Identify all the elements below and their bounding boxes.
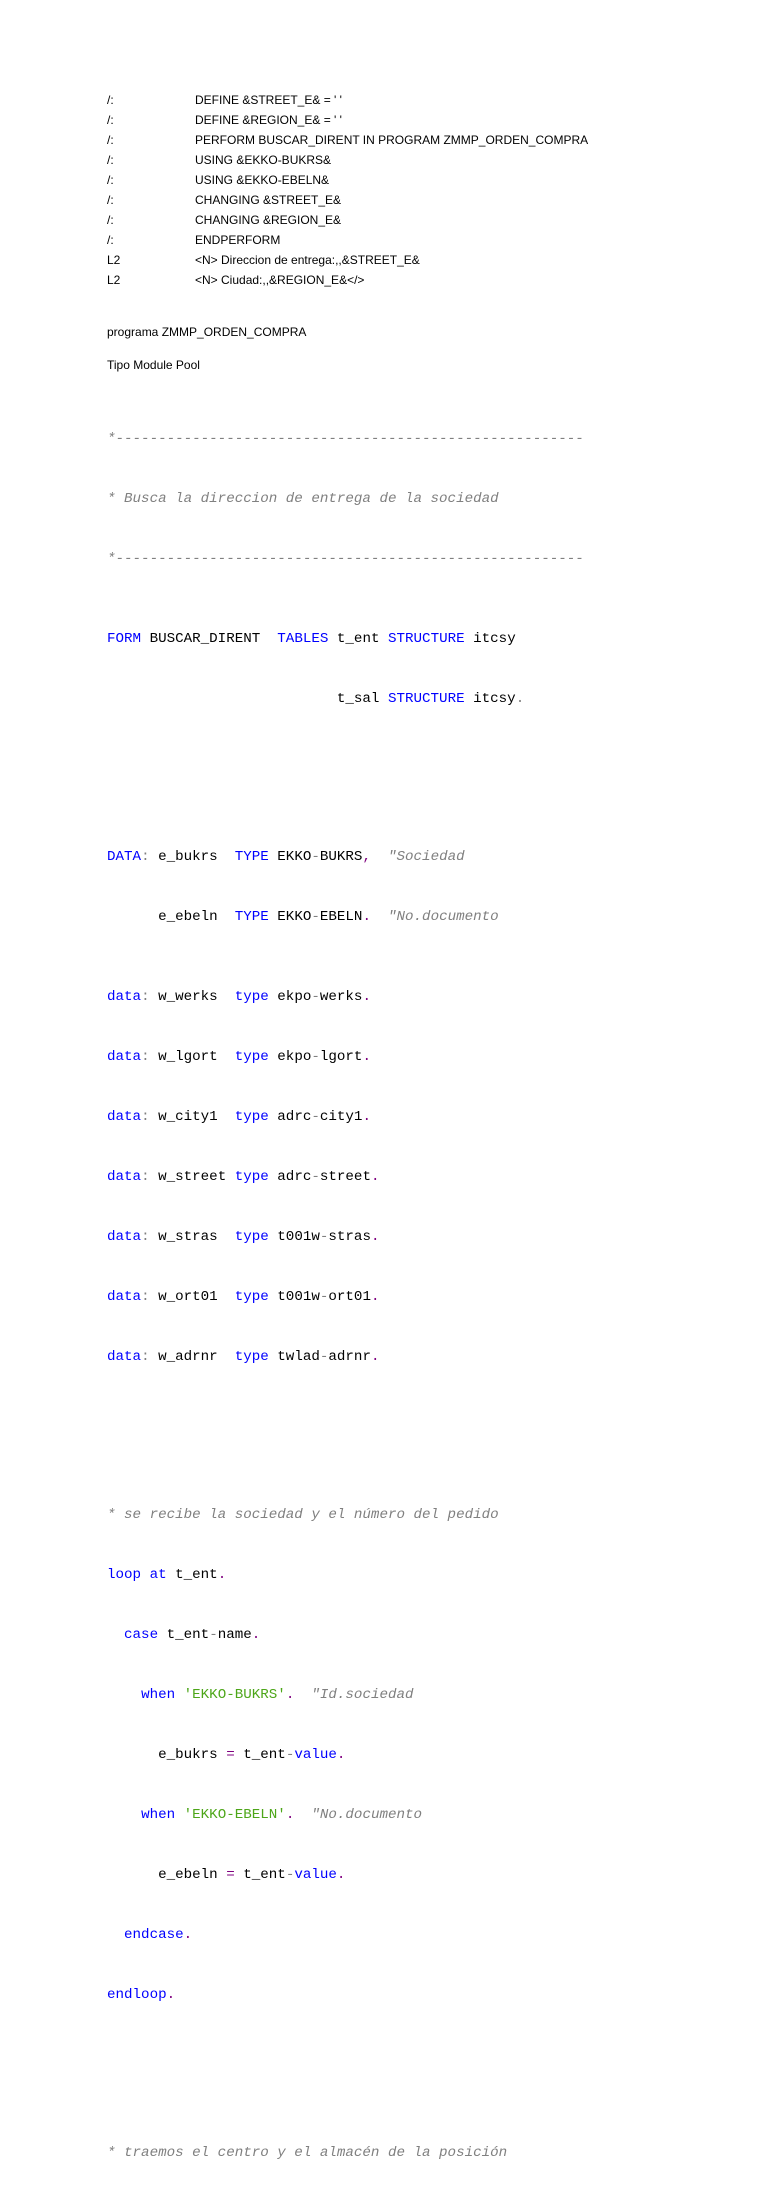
indent	[175, 1687, 184, 1703]
keyword: DATA	[107, 849, 142, 865]
keyword: data	[107, 1109, 142, 1125]
identifier: t_ent	[328, 631, 388, 647]
punctuation: .	[217, 1567, 227, 1583]
declaration-line	[107, 1107, 584, 1127]
punctuation: :	[141, 1349, 150, 1365]
identifier: w_street	[149, 1169, 235, 1185]
identifier: w_ort01	[149, 1289, 235, 1305]
format-column: /:	[107, 213, 114, 227]
punctuation: -	[319, 1349, 329, 1365]
string-literal: 'EKKO-EBELN'	[183, 1807, 286, 1823]
punctuation: -	[319, 1229, 329, 1245]
command-column: CHANGING &STREET_E&	[195, 193, 342, 207]
keyword: data	[107, 1229, 142, 1245]
identifier: e_ebeln	[107, 909, 235, 925]
identifier: w_lgort	[149, 1049, 235, 1065]
separator-line: *-------------------------------------------------------	[107, 551, 584, 567]
command-column: USING &EKKO-BUKRS&	[195, 153, 332, 167]
identifier: werks	[319, 989, 363, 1005]
operator: =	[226, 1867, 235, 1883]
identifier: t_ent	[158, 1627, 210, 1643]
identifier: adrc	[268, 1169, 312, 1185]
keyword: type	[234, 1049, 269, 1065]
code-comment: "Id.sociedad	[294, 1687, 414, 1703]
punctuation: .	[362, 1109, 371, 1125]
endloop-line	[107, 1985, 584, 2005]
punctuation: :	[141, 849, 150, 865]
code-comment: * Busca la direccion de entrega de la sociedad	[107, 491, 499, 507]
keyword: loop at	[107, 1567, 167, 1583]
identifier: BUKRS	[319, 849, 363, 865]
keyword: FORM	[107, 631, 142, 647]
identifier: e_bukrs	[107, 1747, 227, 1763]
punctuation: :	[141, 1169, 150, 1185]
punctuation: :	[141, 1109, 150, 1125]
identifier: twlad	[268, 1349, 320, 1365]
format-column: /:	[107, 113, 114, 127]
identifier: t_ent	[166, 1567, 218, 1583]
punctuation: -	[285, 1867, 295, 1883]
separator-line: *-------------------------------------------------------	[107, 431, 584, 447]
operator: =	[226, 1747, 235, 1763]
command-column: <N> Direccion de entrega:,,&STREET_E&	[195, 253, 420, 267]
identifier: EKKO	[268, 909, 312, 925]
identifier: w_adrnr	[149, 1349, 235, 1365]
identifier: adrnr	[328, 1349, 371, 1365]
keyword: value	[294, 1867, 337, 1883]
keyword: data	[107, 1169, 142, 1185]
identifier: lgort	[319, 1049, 363, 1065]
punctuation: -	[209, 1627, 218, 1643]
identifier: w_stras	[149, 1229, 235, 1245]
identifier: t001w	[268, 1229, 320, 1245]
code-comment: * se recibe la sociedad y el número del pedido	[107, 1507, 499, 1523]
keyword: when	[141, 1807, 176, 1823]
indent	[107, 1807, 141, 1823]
keyword: STRUCTURE	[388, 631, 465, 647]
keyword: TABLES	[277, 631, 329, 647]
indent	[107, 1927, 124, 1943]
command-column: PERFORM BUSCAR_DIRENT IN PROGRAM ZMMP_ORDEN_COMPRA	[195, 133, 589, 147]
punctuation: .	[285, 1687, 295, 1703]
command-column: DEFINE &REGION_E& = ' '	[195, 113, 342, 127]
punctuation: .	[370, 1229, 380, 1245]
punctuation: .	[370, 1349, 380, 1365]
keyword: data	[107, 989, 142, 1005]
identifier: city1	[319, 1109, 363, 1125]
when-line	[107, 1685, 584, 1705]
format-column: L2	[107, 273, 121, 287]
punctuation: .	[362, 1049, 371, 1065]
keyword: TYPE	[234, 909, 269, 925]
identifier: t001w	[268, 1289, 320, 1305]
indent	[107, 1687, 141, 1703]
punctuation: :	[141, 1229, 150, 1245]
identifier: EBELN	[319, 909, 363, 925]
identifier: itcsy	[464, 631, 516, 647]
assignment-line	[107, 1865, 584, 1885]
punctuation: .	[336, 1747, 346, 1763]
keyword: data	[107, 1349, 142, 1365]
string-literal: 'EKKO-BUKRS'	[183, 1687, 286, 1703]
keyword: endcase	[124, 1927, 184, 1943]
identifier: name	[217, 1627, 252, 1643]
form-definition-line	[107, 629, 584, 649]
punctuation: .	[166, 1987, 176, 2003]
declaration-line	[107, 1287, 584, 1307]
command-column: DEFINE &STREET_E& = ' '	[195, 93, 342, 107]
code-comment: "No.documento	[370, 909, 499, 925]
when-line	[107, 1805, 584, 1825]
identifier: e_ebeln	[107, 1867, 227, 1883]
identifier: ekpo	[268, 989, 312, 1005]
punctuation: .	[370, 1169, 380, 1185]
punctuation: -	[319, 1289, 329, 1305]
keyword: TYPE	[234, 849, 269, 865]
identifier: itcsy	[464, 691, 516, 707]
punctuation: .	[285, 1807, 295, 1823]
identifier: ekpo	[268, 1049, 312, 1065]
endcase-line	[107, 1925, 584, 1945]
keyword: type	[234, 1289, 269, 1305]
program-name-line: programa ZMMP_ORDEN_COMPRA	[107, 325, 307, 339]
punctuation: .	[370, 1289, 380, 1305]
identifier: t_sal	[107, 691, 388, 707]
punctuation: .	[362, 909, 371, 925]
identifier: e_bukrs	[149, 849, 235, 865]
identifier: t_ent	[234, 1747, 286, 1763]
punctuation: -	[311, 1169, 320, 1185]
keyword: type	[234, 989, 269, 1005]
declaration-line	[107, 1347, 584, 1367]
keyword: type	[234, 1229, 269, 1245]
indent	[107, 1627, 124, 1643]
identifier: t_ent	[234, 1867, 286, 1883]
command-column: ENDPERFORM	[195, 233, 281, 247]
indent	[175, 1807, 184, 1823]
identifier: adrc	[268, 1109, 312, 1125]
code-comment: * traemos el centro y el almacén de la posición	[107, 2145, 508, 2161]
punctuation: ,	[362, 849, 371, 865]
identifier: ort01	[328, 1289, 371, 1305]
format-column: /:	[107, 133, 114, 147]
declaration-line	[107, 1227, 584, 1247]
punctuation: -	[311, 849, 320, 865]
punctuation: :	[141, 1289, 150, 1305]
identifier: stras	[328, 1229, 371, 1245]
keyword: STRUCTURE	[387, 691, 465, 707]
form-definition-line	[107, 689, 584, 709]
identifier: w_city1	[149, 1109, 235, 1125]
declaration-line	[107, 847, 584, 867]
punctuation: -	[285, 1747, 295, 1763]
identifier: BUSCAR_DIRENT	[141, 631, 278, 647]
keyword: data	[107, 1049, 142, 1065]
declaration-line	[107, 1167, 584, 1187]
abap-code-block	[107, 389, 584, 2203]
punctuation: .	[336, 1867, 346, 1883]
punctuation: :	[141, 1049, 150, 1065]
punctuation: .	[515, 691, 525, 707]
declaration-line	[107, 1047, 584, 1067]
keyword: when	[141, 1687, 176, 1703]
punctuation: :	[141, 989, 150, 1005]
format-column: /:	[107, 233, 114, 247]
code-comment: "No.documento	[294, 1807, 423, 1823]
punctuation: -	[311, 1109, 320, 1125]
format-column: /:	[107, 173, 114, 187]
format-column: /:	[107, 193, 114, 207]
identifier: street	[319, 1169, 371, 1185]
declaration-line	[107, 907, 584, 927]
program-type-line: Tipo Module Pool	[107, 358, 200, 372]
command-column: <N> Ciudad:,,&REGION_E&</>	[195, 273, 365, 287]
punctuation: .	[183, 1927, 193, 1943]
format-column: /:	[107, 153, 114, 167]
keyword: data	[107, 1289, 142, 1305]
punctuation: -	[311, 1049, 320, 1065]
keyword: case	[124, 1627, 159, 1643]
case-line	[107, 1625, 584, 1645]
keyword: value	[294, 1747, 337, 1763]
keyword: type	[234, 1109, 269, 1125]
format-column: L2	[107, 253, 121, 267]
declaration-line	[107, 987, 584, 1007]
assignment-line	[107, 1745, 584, 1765]
keyword: type	[234, 1169, 269, 1185]
keyword: type	[234, 1349, 269, 1365]
command-column: CHANGING &REGION_E&	[195, 213, 342, 227]
punctuation: .	[251, 1627, 261, 1643]
format-column: /:	[107, 93, 114, 107]
loop-line	[107, 1565, 584, 1585]
identifier: EKKO	[268, 849, 312, 865]
command-column: USING &EKKO-EBELN&	[195, 173, 330, 187]
keyword: endloop	[107, 1987, 167, 2003]
punctuation: -	[311, 909, 320, 925]
punctuation: .	[362, 989, 371, 1005]
identifier: w_werks	[149, 989, 235, 1005]
code-comment: "Sociedad	[370, 849, 465, 865]
punctuation: -	[311, 989, 320, 1005]
